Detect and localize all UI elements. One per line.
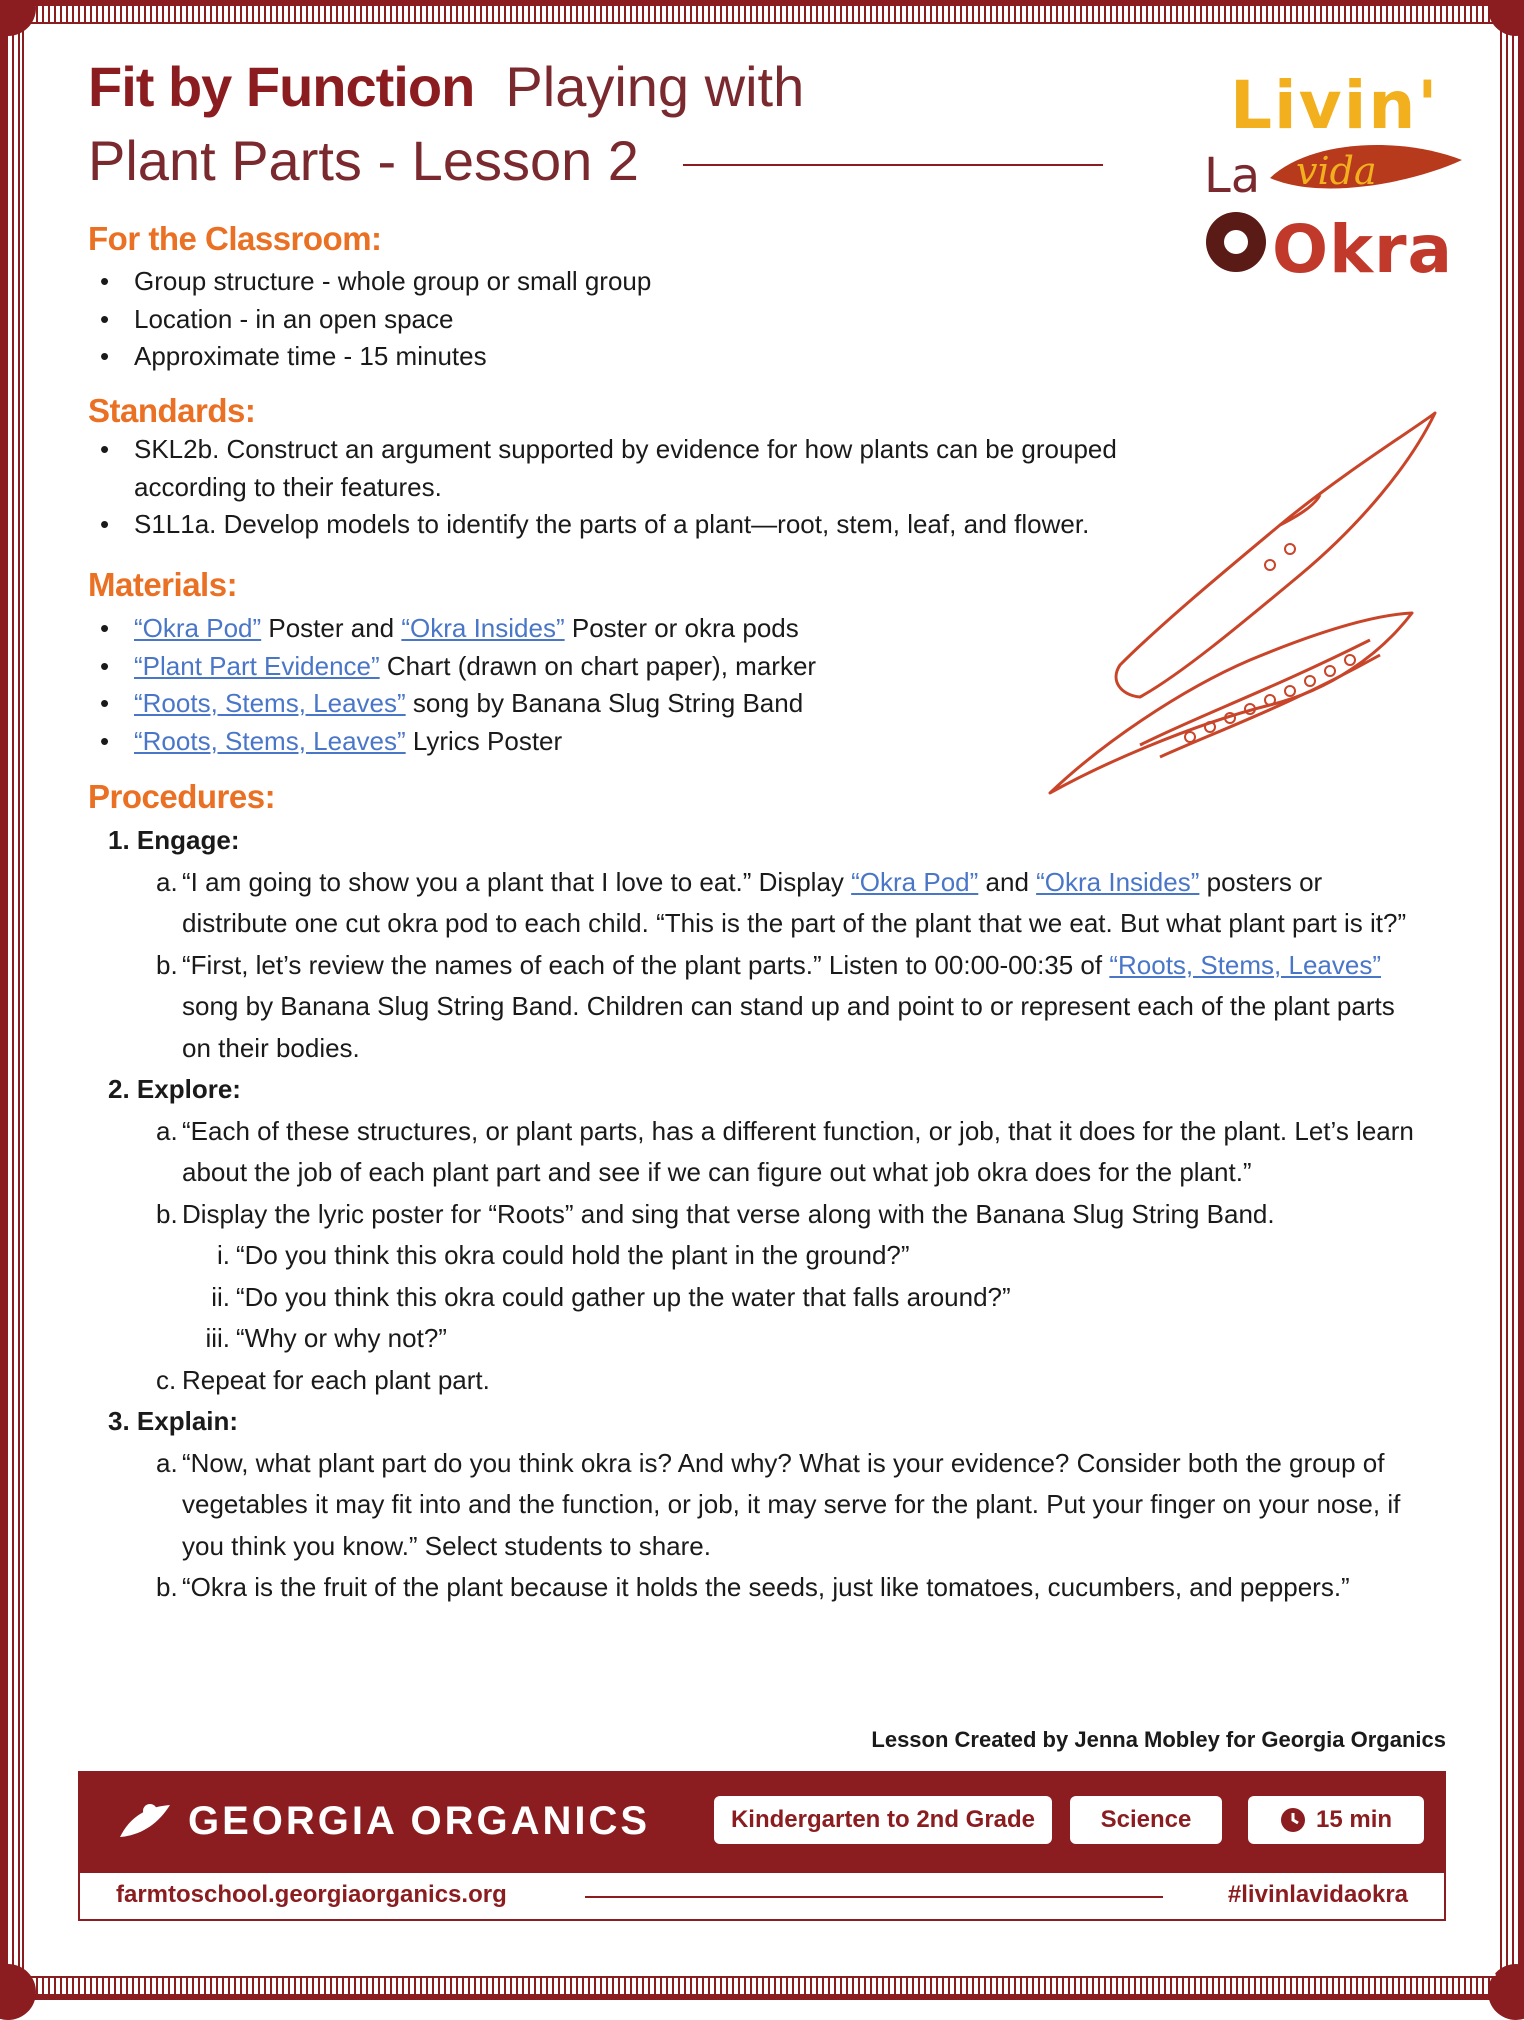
plant-part-evidence-link[interactable]: “Plant Part Evidence” (134, 650, 380, 681)
standards-heading: Standards: (88, 392, 256, 429)
okra-pod-link[interactable]: “Okra Pod” (134, 613, 262, 643)
logo-vida: vida (1296, 149, 1377, 193)
livin-la-vida-okra-logo (1200, 50, 1470, 290)
page-number: 1 (1484, 1956, 1497, 1981)
list-item: i. “Do you think this okra could hold the plant in the ground?” (217, 1240, 910, 1270)
materials-heading: Materials: (88, 566, 238, 603)
time-badge (1248, 1796, 1424, 1844)
georgia-organics-brand (116, 1791, 650, 1851)
list-item: b. “First, let’s review the names of each of the plant parts.” Listen to 00:00-00:35 of “Roots, Stems, Leaves” song by Banana Slug String Band. Children can stand up and point to or represent each of the plant parts on their bodies. (156, 949, 1395, 1063)
lesson-credit: Lesson Created by Jenna Mobley for Georgia Organics (871, 1727, 1446, 1752)
subject-badge: Science (1070, 1796, 1222, 1844)
step-explain: 3. Explain: (108, 1406, 239, 1436)
list-item: • S1L1a. Develop models to identify the parts of a plant—root, stem, leaf, and flower. (88, 506, 1208, 544)
classroom-heading: For the Classroom: (88, 220, 382, 257)
grade-badge: Kindergarten to 2nd Grade (714, 1796, 1052, 1844)
procedures-heading: Procedures: (88, 778, 276, 815)
hashtag: #livinlavidaokra (1227, 1881, 1408, 1908)
website-link[interactable]: farmtoschool.georgiaorganics.org (116, 1881, 507, 1908)
step-engage: 1. Engage: (108, 825, 240, 855)
list-item: a. “Each of these structures, or plant parts, has a different function, or job, that it does for the plant. Let’s learn about the job of each plant part and see if we can figure out what job okra does for the plant.” (156, 1115, 1414, 1187)
list-item: iii. “Why or why not?” (205, 1323, 447, 1353)
logo-la: La (1204, 148, 1261, 204)
brand-name: GEORGIA ORGANICS (188, 1798, 651, 1843)
title-bold: Fit by Function (88, 55, 475, 118)
footer-banner (78, 1771, 1446, 1873)
list-item: b. “Okra is the fruit of the plant because it holds the seeds, just like tomatoes, cucumbers, and peppers.” (156, 1572, 1350, 1602)
list-item: c. Repeat for each plant part. (156, 1364, 490, 1395)
title-line2: Plant Parts - Lesson 2 (88, 129, 639, 192)
list-item: • “Roots, Stems, Leaves” song by Banana Slug String Band (88, 685, 1088, 723)
roots-stems-leaves-song-link[interactable]: “Roots, Stems, Leaves” (134, 688, 406, 718)
footer-row (78, 1873, 1446, 1921)
list-item: b. Display the lyric poster for “Roots” and sing that verse along with the Banana Slug String Band. (156, 1198, 1275, 1229)
title-line1: Playing with (505, 55, 805, 118)
materials-list (88, 610, 1088, 760)
list-item: a. “Now, what plant part do you think okra is? And why? What is your evidence? Consider both the group of vegetables it may fit into and the function, or job, it may serve for the plant. Put your finger on your nose, if you think you know.” Select students to share. (156, 1447, 1401, 1561)
logo-okra: Okra (1272, 211, 1454, 288)
time-text: 15 min (1315, 1806, 1393, 1833)
list-item: • Approximate time - 15 minutes (88, 338, 1088, 376)
page-title (88, 50, 1148, 198)
list-item: ii. “Do you think this okra could gather up the water that falls around?” (211, 1281, 1011, 1312)
roots-stems-leaves-song-link[interactable]: “Roots, Stems, Leaves” (1109, 949, 1381, 980)
logo-livin: Livin' (1230, 67, 1440, 144)
title-rule (683, 164, 1103, 166)
clock-icon (1280, 1807, 1306, 1833)
list-item: • Group structure - whole group or small group (88, 263, 1088, 301)
list-item: • SKL2b. Construct an argument supported by evidence for how plants can be grouped according to their features. (88, 431, 1144, 506)
step-explore: 2. Explore: (108, 1074, 241, 1104)
list-item: • Location - in an open space (88, 301, 1088, 339)
okra-illustration (1040, 405, 1440, 805)
footer-divider (585, 1896, 1163, 1898)
list-item: a. “I am going to show you a plant that I love to eat.” Display “Okra Pod” and “Okra Insides” posters or distribute one cut okra pod to each child. “This is the part of the plant that we eat. But what plant part is it?” (156, 866, 1407, 938)
classroom-list (88, 263, 1088, 376)
roots-stems-leaves-lyrics-link[interactable]: “Roots, Stems, Leaves” (134, 725, 406, 756)
list-item: • “Okra Pod” Poster and “Okra Insides” Poster or okra pods (88, 610, 1088, 648)
procedures-list (100, 820, 1430, 1609)
okra-insides-link[interactable]: “Okra Insides” (1036, 866, 1200, 897)
okra-pod-link[interactable]: “Okra Pod” (851, 866, 979, 897)
list-item: • “Plant Part Evidence” Chart (drawn on chart paper), marker (88, 648, 1088, 686)
list-item: • “Roots, Stems, Leaves” Lyrics Poster (88, 723, 1088, 761)
carrot-leaf-icon (116, 1797, 174, 1845)
okra-insides-link[interactable]: “Okra Insides” (401, 613, 565, 643)
